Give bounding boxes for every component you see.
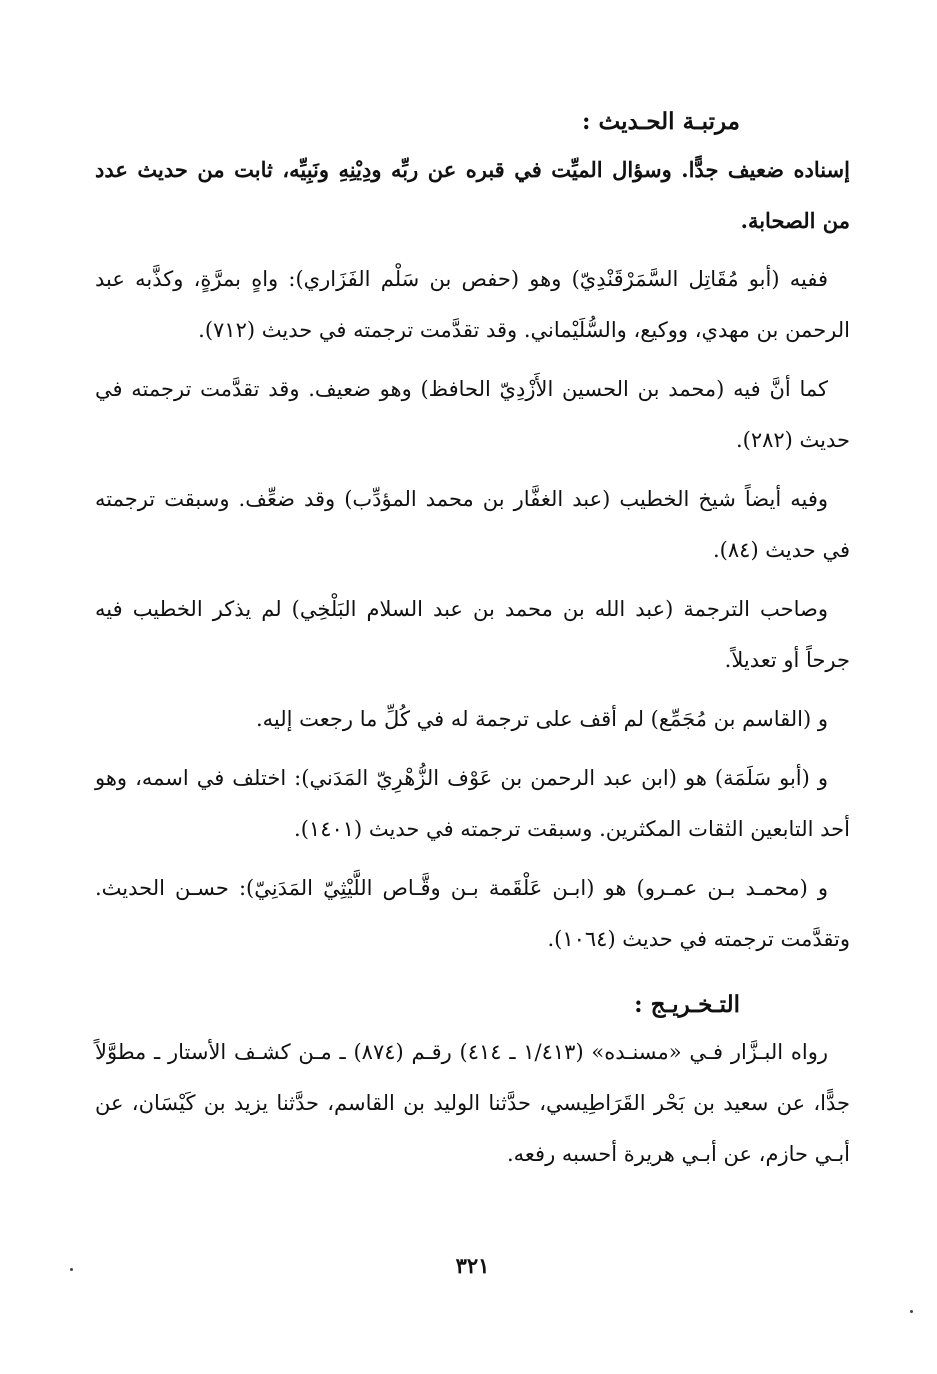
- paragraph-rank-verdict: إسناده ضعيف جدًّا. وسؤال الميِّت في قبره عن ربِّه ودِيْنِهِ ونَبِيِّه، ثابت من حديث عدد من الصحابة.: [95, 157, 850, 233]
- page-number: ٣٢١: [455, 1253, 490, 1278]
- scan-speck: [910, 1310, 913, 1313]
- paragraph-narrator-al-qasim: و (القاسم بن مُجَمِّع) لم أقف على ترجمة له في كُلِّ ما رجعت إليه.: [256, 707, 828, 731]
- section-heading-rank: مرتبـة الحـديث :: [582, 108, 740, 135]
- paragraph-narrator-al-muaddib: وفيه أيضاً شيخ الخطيب (عبد الغفَّار بن محمد المؤدِّب) وقد ضعِّف. وسبقت ترجمته في حديث (٨٤).: [95, 487, 850, 562]
- paragraph-takhrij: رواه البـزَّار فـي «مسنـده» (١/٤١٣ ـ ٤١٤) رقـم (٨٧٤) ـ مـن كشـف الأستار ـ مطوَّلاً جدًّا، عن سعيد بن بَحْر القَرَاطِيسي، حدَّثنا الوليد بن القاسم، حدَّثنا يزيد بن كَيْسَان، عن أبـي حازم، عن أبـي هريرة أحسبه رفعه.: [95, 1040, 850, 1166]
- paragraph-narrator-muhammad-bin-amr: و (محمـد بـن عمـرو) هو (ابـن عَلْقَمة بـن وقَّـاص اللَّيْثِيّ المَدَنِيّ): حسـن الحديث. وتقدَّمت ترجمته في حديث (١٠٦٤).: [95, 876, 850, 951]
- paragraph-narrator-al-azdi: كما أنَّ فيه (محمد بن الحسين الأَزْدِيّ الحافظ) وهو ضعيف. وقد تقدَّمت ترجمته في حديث (٢٨٢).: [95, 377, 850, 452]
- paragraph-narrator-abu-salama: و (أبو سَلَمَة) هو (ابن عبد الرحمن بن عَوْف الزُّهْرِيّ المَدَني): اختلف في اسمه، وهو أحد التابعين الثقات المكثرين. وسبقت ترجمته في حديث (١٤٠١).: [95, 766, 850, 841]
- scan-speck: [70, 1268, 73, 1271]
- paragraph-narrator-abu-muqatil: ففيه (أبو مُقَاتِل السَّمَرْقَنْدِيّ) وهو (حفص بن سَلْم الفَزَاري): واهٍ بمرَّةٍ، وكذَّبه عبد الرحمن بن مهدي، ووكيع، والسُّلَيْماني. وقد تقدَّمت ترجمته في حديث (٧١٢).: [95, 267, 850, 342]
- document-page: [95, 100, 850, 1300]
- paragraph-narrator-al-balkhi: وصاحب الترجمة (عبد الله بن محمد بن عبد السلام البَلْخِي) لم يذكر الخطيب فيه جرحاً أو تعديلاً.: [95, 597, 850, 672]
- section-heading-takhrij: التـخـريـج :: [634, 991, 740, 1018]
